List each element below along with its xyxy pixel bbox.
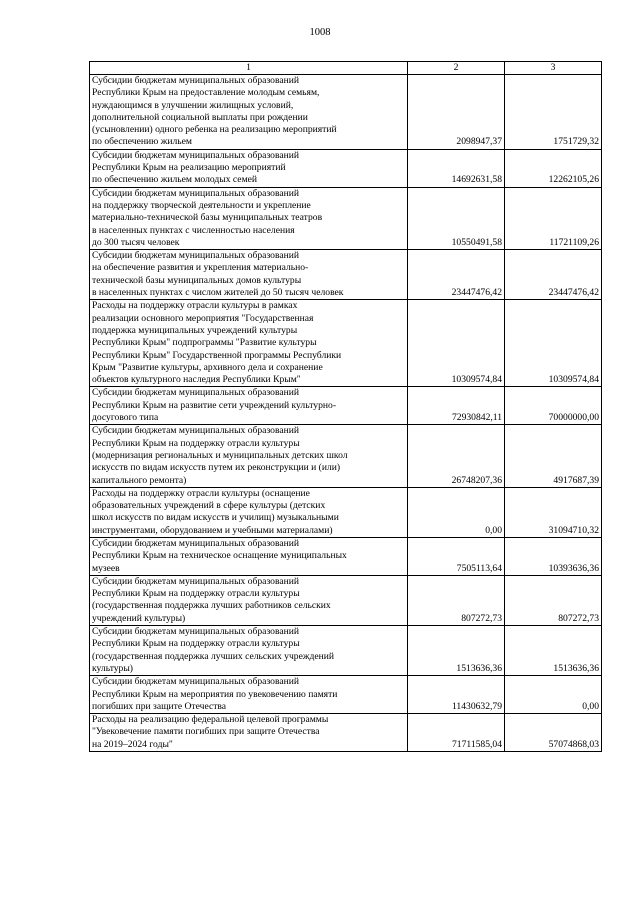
row-description: Субсидии бюджетам муниципальных образований Республики Крым на поддержку отрасли культуры (модернизация региональных и муниципальных детских школ искусств по видам искусств путем их реконструкции и (или) капитального ремонта) [90, 425, 408, 487]
row-description: Субсидии бюджетам муниципальных образований Республики Крым на развитие сети учреждений культурно- досугового типа [90, 387, 408, 425]
table-row [90, 626, 602, 676]
row-value-col2: 72930842,11 [408, 387, 505, 425]
table-row [90, 149, 602, 187]
row-value-col2: 11430632,79 [408, 676, 505, 714]
table-row [90, 676, 602, 714]
row-value-col3: 10309574,84 [505, 300, 602, 387]
table-row [90, 250, 602, 300]
table-row [90, 575, 602, 625]
row-description: Субсидии бюджетам муниципальных образований на обеспечение развития и укрепления материально- технической базы муниципальных домов культуры в населенных пунктах с числом жителей до 50 тысяч человек [90, 250, 408, 300]
row-value-col2: 26748207,36 [408, 425, 505, 487]
column-header-2: 2 [408, 62, 505, 75]
table-row [90, 425, 602, 487]
page-number: 1008 [309, 27, 331, 38]
table-header-row [90, 62, 602, 75]
table-row [90, 487, 602, 537]
table-row [90, 187, 602, 249]
column-header-1: 1 [90, 62, 408, 75]
row-value-col2: 10550491,58 [408, 187, 505, 249]
row-description: Субсидии бюджетам муниципальных образований Республики Крым на техническое оснащение муниципальных музеев [90, 537, 408, 575]
row-value-col3: 70000000,00 [505, 387, 602, 425]
row-value-col3: 1751729,32 [505, 75, 602, 150]
row-value-col2: 14692631,58 [408, 149, 505, 187]
row-value-col3: 57074868,03 [505, 714, 602, 752]
table-row [90, 300, 602, 387]
row-value-col2: 1513636,36 [408, 626, 505, 676]
row-value-col2: 7505113,64 [408, 537, 505, 575]
row-value-col3: 0,00 [505, 676, 602, 714]
budget-table [89, 61, 602, 752]
row-value-col3: 11721109,26 [505, 187, 602, 249]
row-description: Расходы на поддержку отрасли культуры в рамках реализации основного мероприятия "Государственная поддержка муниципальных учреждений культуры Республики Крым" подпрограммы "Развитие культуры Республики Крым" Государственной программы Республики Крым "Развитие культуры, архивного дела и сохранение объектов культурного наследия Республики Крым" [90, 300, 408, 387]
row-value-col3: 1513636,36 [505, 626, 602, 676]
row-value-col3: 31094710,32 [505, 487, 602, 537]
row-value-col2: 23447476,42 [408, 250, 505, 300]
table-row [90, 537, 602, 575]
row-value-col2: 10309574,84 [408, 300, 505, 387]
row-value-col2: 807272,73 [408, 575, 505, 625]
row-value-col2: 0,00 [408, 487, 505, 537]
row-description: Субсидии бюджетам муниципальных образований на поддержку творческой деятельности и укрепление материально-технической базы муниципальных театров в населенных пунктах с численностью населения до 300 тысяч человек [90, 187, 408, 249]
table-row [90, 714, 602, 752]
row-value-col2: 71711585,04 [408, 714, 505, 752]
row-description: Расходы на поддержку отрасли культуры (оснащение образовательных учреждений в сфере культуры (детских школ искусств по видам искусств и училищ) музыкальными инструментами, оборудованием и учебными материалами) [90, 487, 408, 537]
row-value-col3: 23447476,42 [505, 250, 602, 300]
row-description: Субсидии бюджетам муниципальных образований Республики Крым на реализацию мероприятий по обеспечению жильем молодых семей [90, 149, 408, 187]
row-description: Субсидии бюджетам муниципальных образований Республики Крым на поддержку отрасли культуры (государственная поддержка лучших сельских учреждений культуры) [90, 626, 408, 676]
table-row [90, 387, 602, 425]
row-description: Субсидии бюджетам муниципальных образований Республики Крым на поддержку отрасли культуры (государственная поддержка лучших работников сельских учреждений культуры) [90, 575, 408, 625]
row-description: Субсидии бюджетам муниципальных образований Республики Крым на мероприятия по увековечению памяти погибших при защите Отечества [90, 676, 408, 714]
row-value-col3: 4917687,39 [505, 425, 602, 487]
row-value-col3: 12262105,26 [505, 149, 602, 187]
column-header-3: 3 [505, 62, 602, 75]
row-value-col3: 10393636,36 [505, 537, 602, 575]
row-description: Субсидии бюджетам муниципальных образований Республики Крым на предоставление молодым семьям, нуждающимся в улучшении жилищных условий, дополнительной социальной выплаты при рождении (усыновлении) одного ребенка на реализацию мероприятий по обеспечению жильем [90, 75, 408, 150]
row-value-col3: 807272,73 [505, 575, 602, 625]
row-value-col2: 2098947,37 [408, 75, 505, 150]
table-row [90, 75, 602, 150]
row-description: Расходы на реализацию федеральной целевой программы "Увековечение памяти погибших при защите Отечества на 2019–2024 годы" [90, 714, 408, 752]
table-body [90, 75, 602, 752]
